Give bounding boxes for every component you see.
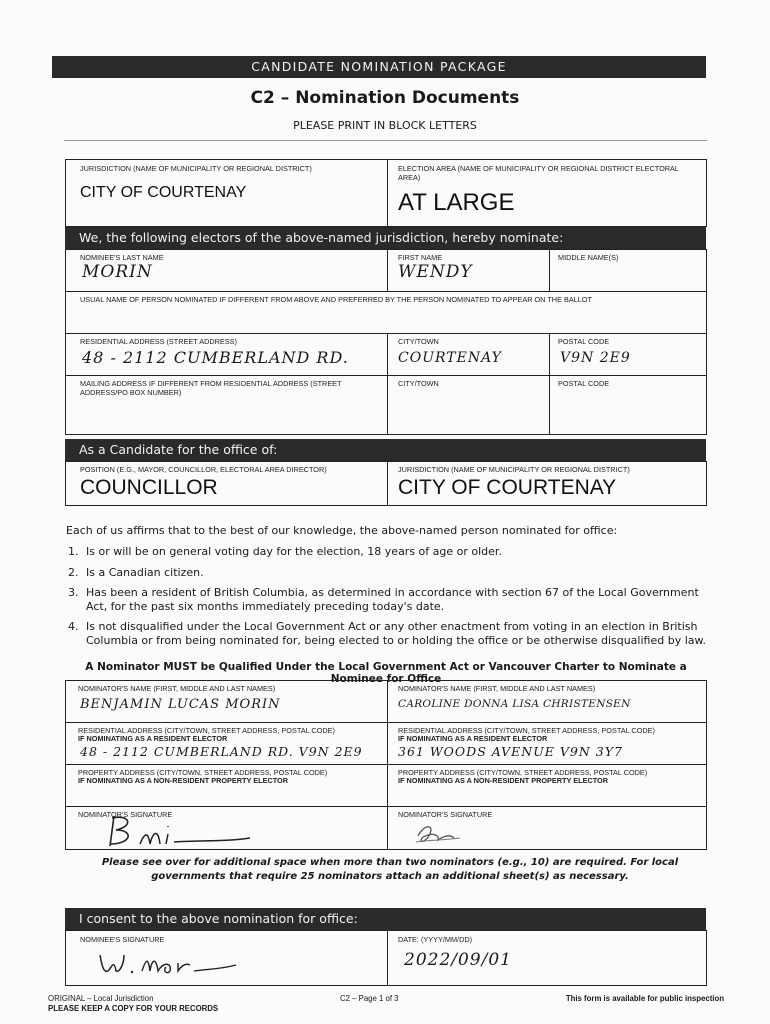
postal-value[interactable]: V9N 2E9 [560, 350, 631, 366]
last-name-label: NOMINEE'S LAST NAME [80, 253, 164, 262]
nominator1-res-label: RESIDENTIAL ADDRESS (CITY/TOWN, STREET ADDRESS, POSTAL CODE) [78, 726, 335, 735]
last-name-value[interactable]: MORIN [82, 262, 153, 282]
affirm-number: 2. [68, 566, 79, 579]
office-jurisdiction-label: JURISDICTION (NAME OF MUNICIPALITY OR REGIONAL DISTRICT) [398, 465, 630, 474]
usual-name-label: USUAL NAME OF PERSON NOMINATED IF DIFFERENT FROM ABOVE AND PREFERRED BY THE PERSON NOMINATED TO APPEAR ON THE BALLOT [80, 295, 592, 304]
divider [65, 806, 707, 807]
first-name-value[interactable]: WENDY [398, 262, 473, 282]
divider [387, 333, 388, 435]
election-area-label: ELECTION AREA (NAME OF MUNICIPALITY OR REGIONAL DISTRICT ELECTORAL AREA) [398, 164, 679, 182]
nominator2-name-label: NOMINATOR'S NAME (FIRST, MIDDLE AND LAST NAMES) [398, 684, 596, 693]
affirm-text: Is not disqualified under the Local Government Act or any other enactment from voting in an election in British Columbia or from being nominated for, being elected to or holding the office or be otherwise disqualified by law. [86, 620, 706, 647]
header-rule [64, 140, 707, 141]
footer-original: ORIGINAL – Local Jurisdiction [48, 994, 154, 1003]
affirm-number: 4. [68, 620, 79, 633]
office-jurisdiction-value[interactable]: CITY OF COURTENAY [398, 476, 617, 499]
form-title: C2 – Nomination Documents [250, 88, 520, 108]
jurisdiction-label: JURISDICTION (NAME OF MUNICIPALITY OR REGIONAL DISTRICT) [80, 164, 312, 173]
affirm-intro: Each of us affirms that to the best of our knowledge, the above-named person nominated for office: [66, 524, 618, 537]
affirm-number: 1. [68, 545, 79, 558]
first-name-label: FIRST NAME [398, 253, 443, 262]
position-label: POSITION (E.G., MAYOR, COUNCILLOR, ELECTORAL AREA DIRECTOR) [80, 465, 327, 474]
nominator2-res-label: RESIDENTIAL ADDRESS (CITY/TOWN, STREET ADDRESS, POSTAL CODE) [398, 726, 655, 735]
nominator1-prop-label: PROPERTY ADDRESS (CITY/TOWN, STREET ADDRESS, POSTAL CODE) [78, 768, 328, 777]
nominator2-signature[interactable] [410, 818, 480, 848]
nominee-signature-label: NOMINEE'S SIGNATURE [80, 935, 165, 944]
nominee-signature[interactable] [94, 945, 244, 981]
divider [65, 764, 707, 765]
affirm-number: 3. [68, 586, 79, 599]
affirm-text: Has been a resident of British Columbia, as determined in accordance with section 67 of the Local Government Act, for the past six months immediately preceding today's date. [86, 586, 699, 613]
nominator2-sig-label: NOMINATOR'S SIGNATURE [398, 810, 493, 819]
mailing-city-label: CITY/TOWN [398, 379, 439, 388]
overflow-note: Please see over for additional space when more than two nominators (e.g., 10) are required. For local governments that require 25 nominators attach an additional sheet(s) as necessary. [101, 857, 679, 882]
jurisdiction-value[interactable]: CITY OF COURTENAY [80, 184, 247, 201]
consent-band: I consent to the above nomination for office: [65, 908, 706, 930]
consent-date[interactable]: 2022/09/01 [404, 950, 512, 970]
nominator2-prop-label: PROPERTY ADDRESS (CITY/TOWN, STREET ADDRESS, POSTAL CODE) [398, 768, 648, 777]
residential-value[interactable]: 48 - 2112 CUMBERLAND RD. [82, 348, 349, 367]
divider [65, 722, 707, 723]
form-subtitle: PLEASE PRINT IN BLOCK LETTERS [293, 119, 477, 132]
divider [387, 159, 388, 227]
nominator1-name[interactable]: BENJAMIN LUCAS MORIN [80, 697, 281, 712]
city-value[interactable]: COURTENAY [398, 350, 502, 366]
nominator1-prop-label2: IF NOMINATING AS A NON-RESIDENT PROPERTY ELECTOR [78, 776, 288, 785]
nominator2-res-label2: IF NOMINATING AS A RESIDENT ELECTOR [398, 734, 548, 743]
residential-label: RESIDENTIAL ADDRESS (STREET ADDRESS) [80, 337, 237, 346]
package-banner: CANDIDATE NOMINATION PACKAGE [52, 56, 706, 78]
footer-page: C2 – Page 1 of 3 [340, 994, 399, 1003]
candidate-band: As a Candidate for the office of: [65, 439, 706, 461]
nominator1-res[interactable]: 48 - 2112 CUMBERLAND RD. V9N 2E9 [80, 744, 363, 759]
divider [65, 291, 707, 292]
qualified-heading: A Nominator MUST be Qualified Under the Local Government Act or Vancouver Charter to Nominate a Nominee for Office [85, 661, 687, 685]
affirm-text: Is a Canadian citizen. [86, 566, 204, 579]
nominator1-signature[interactable] [100, 812, 260, 852]
mailing-label: MAILING ADDRESS IF DIFFERENT FROM RESIDENTIAL ADDRESS (STREET ADDRESS/PO BOX NUMBER) [80, 379, 342, 397]
footer-public: This form is available for public inspection [565, 994, 724, 1003]
nominator1-name-label: NOMINATOR'S NAME (FIRST, MIDDLE AND LAST NAMES) [78, 684, 276, 693]
divider [549, 249, 550, 291]
footer-left [48, 994, 218, 1014]
nominator2-name[interactable]: CAROLINE DONNA LISA CHRISTENSEN [398, 698, 631, 710]
divider [387, 930, 388, 986]
nominator2-res[interactable]: 361 WOODS AVENUE V9N 3Y7 [398, 744, 623, 759]
nominator1-res-label2: IF NOMINATING AS A RESIDENT ELECTOR [78, 734, 228, 743]
divider [387, 680, 388, 850]
divider [387, 461, 388, 506]
divider [65, 333, 707, 334]
consent-date-label: DATE: (YYYY/MM/DD) [398, 935, 473, 944]
election-area-value[interactable]: AT LARGE [398, 189, 515, 216]
nominator1-sig-label: NOMINATOR'S SIGNATURE [78, 810, 173, 819]
postal-label: POSTAL CODE [558, 337, 610, 346]
footer-keep-copy: PLEASE KEEP A COPY FOR YOUR RECORDS [48, 1004, 219, 1013]
middle-name-label: MIDDLE NAME(S) [558, 253, 619, 262]
city-label: CITY/TOWN [398, 337, 439, 346]
affirm-text: Is or will be on general voting day for the election, 18 years of age or older. [86, 545, 502, 558]
divider [549, 333, 550, 435]
position-value[interactable]: COUNCILLOR [80, 476, 218, 499]
divider [387, 249, 388, 291]
mailing-postal-label: POSTAL CODE [558, 379, 610, 388]
divider [65, 375, 707, 376]
nominator2-prop-label2: IF NOMINATING AS A NON-RESIDENT PROPERTY ELECTOR [398, 776, 608, 785]
nominate-band: We, the following electors of the above-named jurisdiction, hereby nominate: [65, 227, 706, 249]
